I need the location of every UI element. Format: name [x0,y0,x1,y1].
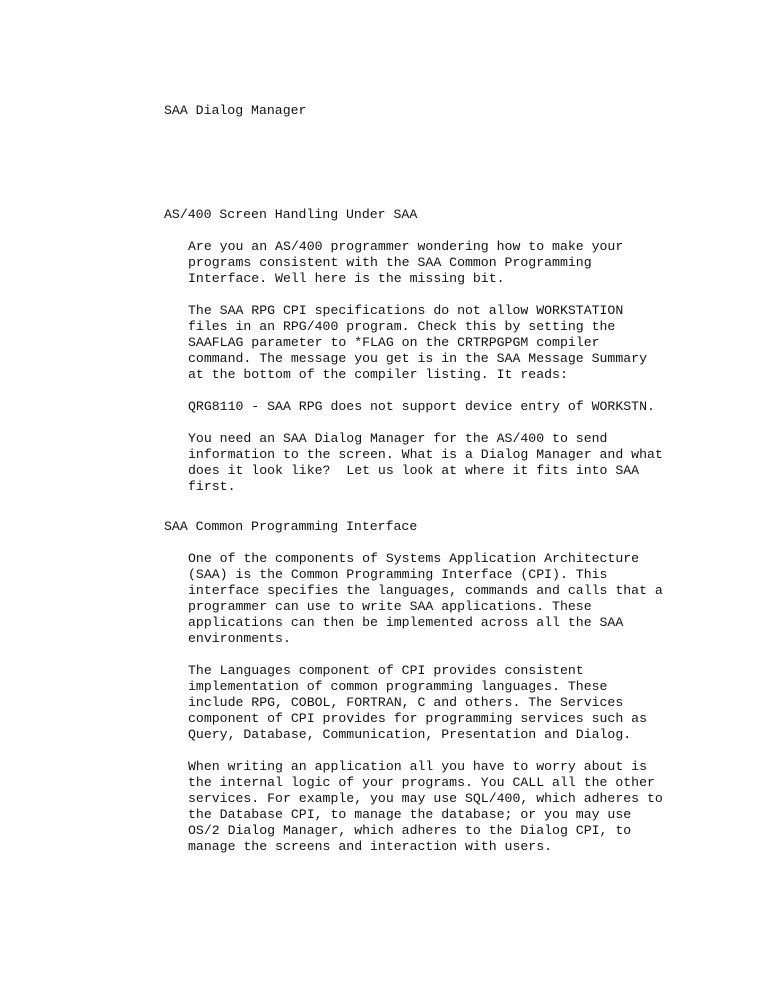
paragraph-application-logic: When writing an application all you have to worry about is the internal logic of your programs. You CALL all the other services. For example, you may use SQL/400, which adheres to the Database CPI, to manage the database; or you may use OS/2 Dialog Manager, which adheres to the Dialog CPI, to manage the screens and interaction with users. [188,759,663,854]
paragraph-languages-services: The Languages component of CPI provides consistent implementation of common programming languages. These include RPG, COBOL, FORTRAN, C and others. The Services component of CPI provides for programming services such as Query, Database, Communication, Presentation and Dialog. [188,663,647,742]
document-title: SAA Dialog Manager [164,103,307,118]
paragraph-intro: Are you an AS/400 programmer wondering how to make your programs consistent with the SAA Common Programming Interface. Well here is the missing bit. [188,239,624,286]
paragraph-error-message: QRG8110 - SAA RPG does not support device entry of WORKSTN. [188,399,655,414]
paragraph-dialog-manager-need: You need an SAA Dialog Manager for the AS/400 to send information to the screen. What is a Dialog Manager and what does it look like? Let us look at where it fits into SAA first. [188,431,663,494]
paragraph-rpg-cpi-specs: The SAA RPG CPI specifications do not allow WORKSTATION files in an RPG/400 program. Check this by setting the SAAFLAG parameter to *FLAG on the CRTRPGPGM compiler command. The message you get is in the SAA Message Summary at the bottom of the compiler listing. It reads: [188,303,647,382]
section-heading-cpi: SAA Common Programming Interface [164,519,418,534]
section-heading-screen-handling: AS/400 Screen Handling Under SAA [164,207,418,222]
paragraph-cpi-components: One of the components of Systems Application Architecture (SAA) is the Common Programming Interface (CPI). This interface specifies the languages, commands and calls that a programmer can use to write SAA applications. These applications can then be implemented across all the SAA environments. [188,551,663,646]
